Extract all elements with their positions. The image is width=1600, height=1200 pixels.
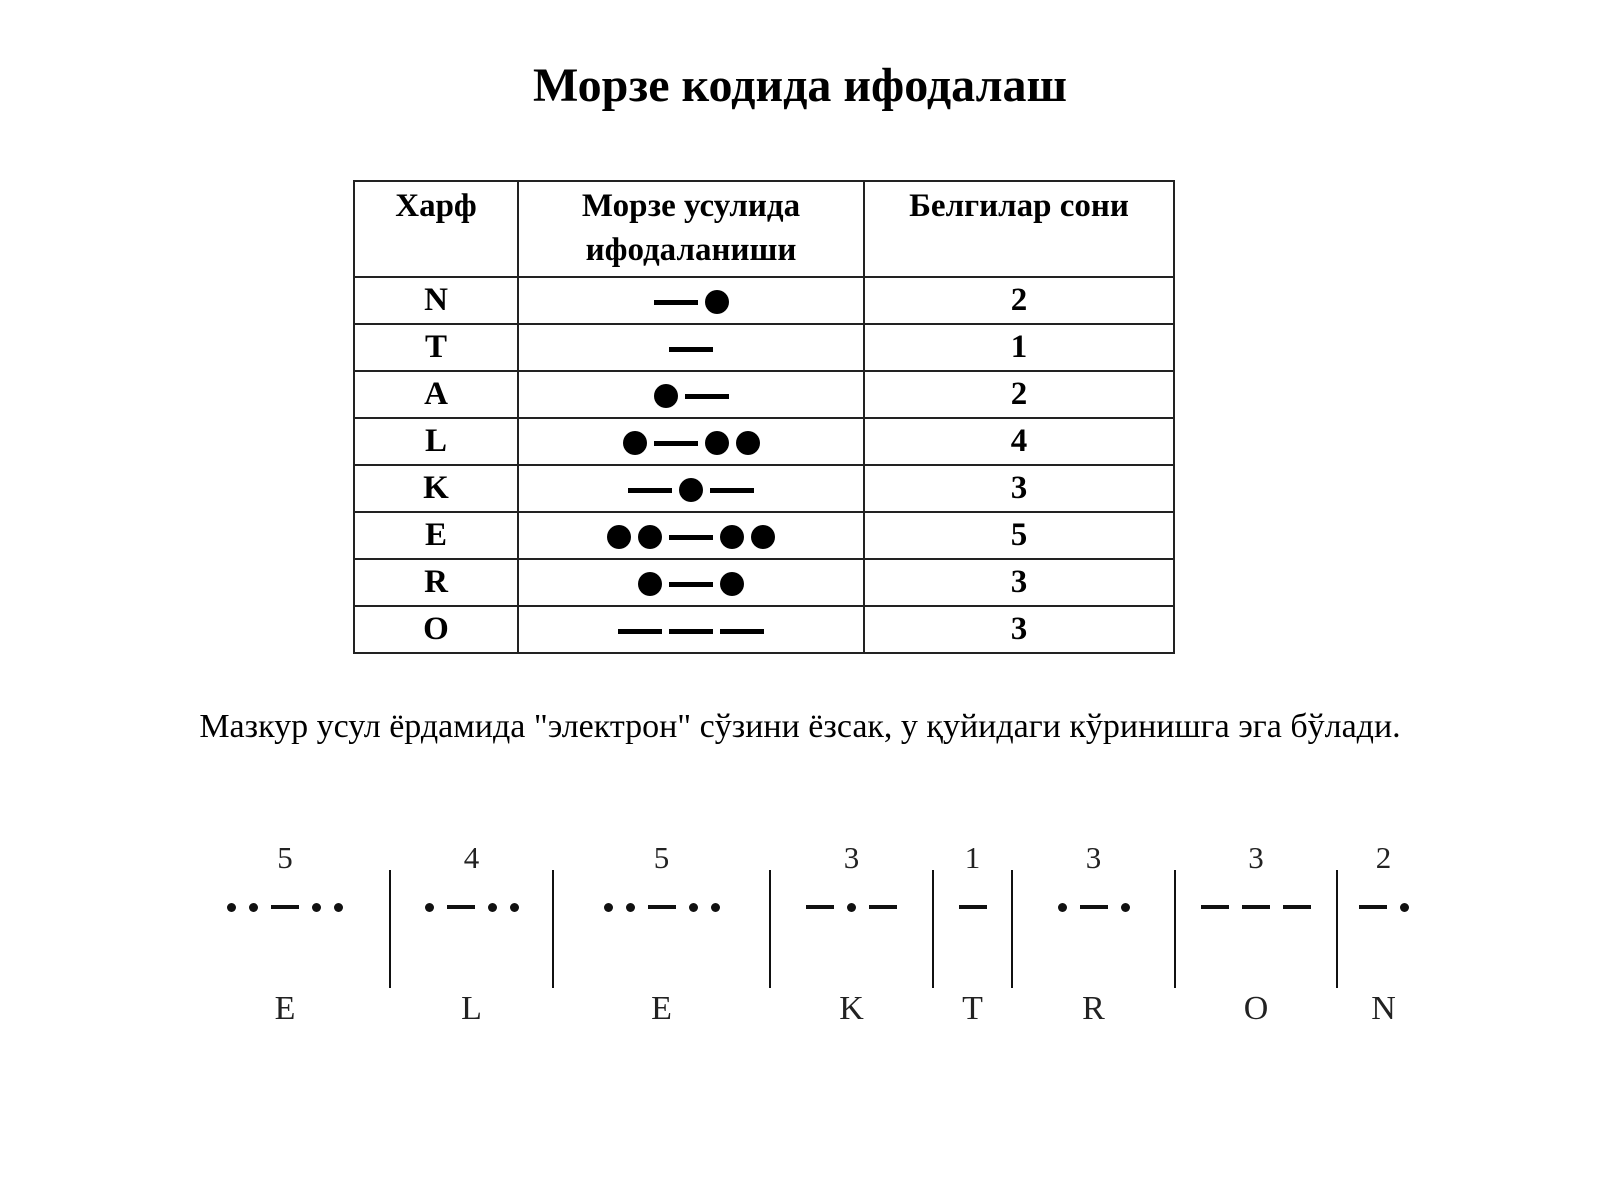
letter-cell: O xyxy=(354,606,518,653)
morse-code xyxy=(638,569,744,599)
morse-dot xyxy=(736,431,760,455)
segment-count: 4 xyxy=(463,840,480,875)
segment-morse-code xyxy=(770,897,933,917)
segment-count: 5 xyxy=(277,840,293,875)
symbol-count-cell: 1 xyxy=(864,324,1174,371)
segment-count: 5 xyxy=(653,840,670,875)
morse-code-cell xyxy=(518,465,864,512)
morse-dash xyxy=(1283,905,1311,909)
morse-code-cell xyxy=(518,606,864,653)
breakdown-segment xyxy=(390,840,553,1040)
symbol-count-cell: 3 xyxy=(864,606,1174,653)
morse-dot xyxy=(751,525,775,549)
segment-divider xyxy=(389,870,391,988)
table-row xyxy=(354,324,1174,371)
morse-dash xyxy=(1359,905,1387,909)
morse-dot xyxy=(720,525,744,549)
morse-dot xyxy=(604,903,613,912)
table-row xyxy=(354,512,1174,559)
morse-dot xyxy=(623,431,647,455)
word-breakdown xyxy=(0,840,1600,1040)
morse-dot xyxy=(425,903,434,912)
segment-letter: L xyxy=(461,990,482,1027)
morse-dot xyxy=(1400,903,1409,912)
column-header-letter: Харф xyxy=(354,181,518,277)
segment-morse-code xyxy=(180,897,390,917)
morse-code-cell xyxy=(518,512,864,559)
segment-divider xyxy=(1336,870,1338,988)
morse-dot xyxy=(654,384,678,408)
symbol-count-cell: 3 xyxy=(864,465,1174,512)
morse-dot xyxy=(711,903,720,912)
segment-letter: O xyxy=(1243,990,1269,1027)
morse-dash xyxy=(710,488,754,493)
table-header-row xyxy=(354,181,1174,277)
breakdown-segment xyxy=(180,840,390,1040)
morse-dot xyxy=(720,572,744,596)
morse-dot xyxy=(1058,903,1067,912)
table-row xyxy=(354,371,1174,418)
symbol-count-cell: 2 xyxy=(864,277,1174,324)
segment-divider xyxy=(1174,870,1176,988)
morse-code xyxy=(669,334,713,364)
description-text: Мазкур усул ёрдамида "электрон" сўзини ёзсак, у қуйидаги кўринишга эга бўлади. xyxy=(199,708,1401,745)
morse-dot xyxy=(510,903,519,912)
segment-letter: E xyxy=(651,990,672,1027)
morse-table xyxy=(353,180,1175,654)
morse-dash xyxy=(685,394,729,399)
segment-count: 3 xyxy=(843,840,860,875)
segment-morse-code xyxy=(1012,897,1175,917)
table-row xyxy=(354,606,1174,653)
morse-code xyxy=(623,428,760,458)
morse-dot xyxy=(679,478,703,502)
table-row xyxy=(354,277,1174,324)
morse-dash xyxy=(720,629,764,634)
morse-dot xyxy=(227,903,236,912)
segment-letter: R xyxy=(1082,990,1105,1027)
letter-cell: R xyxy=(354,559,518,606)
segment-letter: E xyxy=(274,990,296,1027)
breakdown-segment xyxy=(553,840,770,1040)
morse-code-cell xyxy=(518,559,864,606)
morse-code xyxy=(654,287,729,317)
table-row xyxy=(354,559,1174,606)
morse-dash xyxy=(1080,905,1108,909)
morse-code-cell xyxy=(518,418,864,465)
morse-dash xyxy=(271,905,299,909)
morse-dash xyxy=(669,629,713,634)
morse-dot xyxy=(847,903,856,912)
morse-dot xyxy=(249,903,258,912)
letter-cell: K xyxy=(354,465,518,512)
morse-code xyxy=(654,381,729,411)
morse-code xyxy=(618,616,764,646)
segment-morse-code xyxy=(1337,897,1430,917)
morse-dot xyxy=(705,290,729,314)
letter-cell: L xyxy=(354,418,518,465)
morse-code xyxy=(628,475,754,505)
morse-dash xyxy=(447,905,475,909)
morse-dot xyxy=(638,525,662,549)
segment-count: 2 xyxy=(1375,840,1392,875)
segment-morse-code xyxy=(553,897,770,917)
morse-code xyxy=(607,522,775,552)
morse-dash xyxy=(628,488,672,493)
page-title: Морзе кодида ифодалаш xyxy=(532,59,1068,112)
morse-dot xyxy=(607,525,631,549)
segment-count: 3 xyxy=(1248,840,1264,875)
segment-count: 3 xyxy=(1085,840,1102,875)
morse-dash xyxy=(806,905,834,909)
segment-count: 1 xyxy=(964,840,981,875)
morse-dash xyxy=(669,347,713,352)
table-row xyxy=(354,418,1174,465)
segment-divider xyxy=(1011,870,1013,988)
morse-dot xyxy=(488,903,497,912)
segment-morse-code xyxy=(390,897,553,917)
column-header-count: Белгилар сони xyxy=(864,181,1174,277)
morse-dot xyxy=(626,903,635,912)
symbol-count-cell: 3 xyxy=(864,559,1174,606)
symbol-count-cell: 5 xyxy=(864,512,1174,559)
morse-dash xyxy=(654,441,698,446)
breakdown-segment xyxy=(1175,840,1337,1040)
morse-dot xyxy=(312,903,321,912)
morse-dash xyxy=(669,582,713,587)
morse-code-cell xyxy=(518,277,864,324)
morse-dash xyxy=(959,905,987,909)
letter-cell: N xyxy=(354,277,518,324)
morse-dash xyxy=(669,535,713,540)
letter-cell: E xyxy=(354,512,518,559)
column-header-morse: Морзе усулида ифодаланиши xyxy=(518,181,864,277)
morse-dot xyxy=(334,903,343,912)
morse-dash xyxy=(869,905,897,909)
morse-dash xyxy=(654,300,698,305)
symbol-count-cell: 2 xyxy=(864,371,1174,418)
breakdown-segment xyxy=(1337,840,1430,1040)
segment-letter: T xyxy=(962,990,983,1027)
segment-divider xyxy=(552,870,554,988)
segment-letter: K xyxy=(839,990,864,1027)
segment-morse-code xyxy=(1175,897,1337,917)
morse-dot xyxy=(1121,903,1130,912)
symbol-count-cell: 4 xyxy=(864,418,1174,465)
breakdown-segment xyxy=(770,840,933,1040)
table-body xyxy=(354,277,1174,653)
segment-divider xyxy=(769,870,771,988)
morse-dash xyxy=(1201,905,1229,909)
morse-code-cell xyxy=(518,371,864,418)
morse-dot xyxy=(638,572,662,596)
breakdown-segment xyxy=(1012,840,1175,1040)
table-row xyxy=(354,465,1174,512)
segment-morse-code xyxy=(933,897,1012,917)
letter-cell: A xyxy=(354,371,518,418)
letter-cell: T xyxy=(354,324,518,371)
segment-divider xyxy=(932,870,934,988)
morse-dash xyxy=(648,905,676,909)
breakdown-segment xyxy=(933,840,1012,1040)
morse-code-cell xyxy=(518,324,864,371)
morse-dash xyxy=(1242,905,1270,909)
morse-dot xyxy=(705,431,729,455)
morse-dash xyxy=(618,629,662,634)
morse-dot xyxy=(689,903,698,912)
segment-letter: N xyxy=(1371,990,1396,1027)
